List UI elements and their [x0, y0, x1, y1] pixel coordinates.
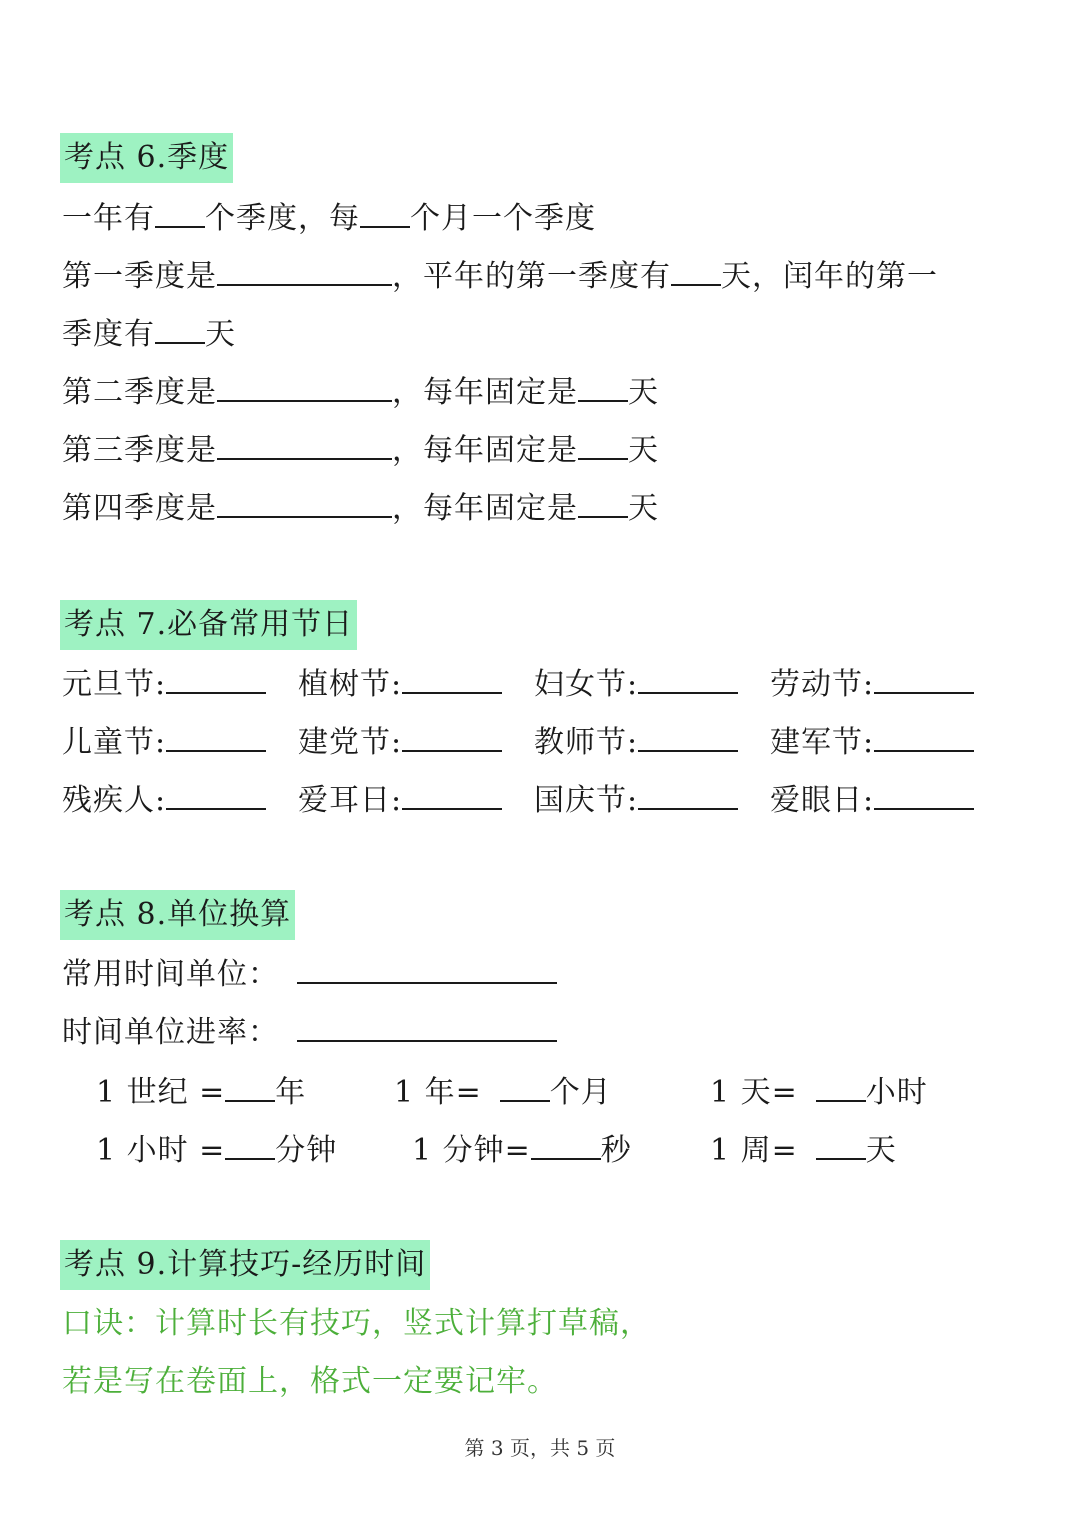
holiday-cell: [298, 662, 502, 705]
text: 个季度，每: [205, 201, 360, 236]
text: 第四季度是: [62, 491, 217, 526]
blank: [816, 1128, 866, 1160]
conv-unit: 个月: [549, 1075, 612, 1110]
blank: [402, 778, 502, 810]
blank: [402, 662, 502, 694]
holiday-cell: [62, 662, 266, 705]
holiday-cell: [770, 662, 974, 705]
holiday-label: 儿童节:: [62, 725, 167, 760]
progression-label: 时间单位进率：: [62, 1015, 279, 1050]
blank: [155, 312, 205, 344]
text: 季度有: [62, 317, 155, 352]
rhyme-text: 若是写在卷面上，格式一定要记牢。: [62, 1364, 558, 1399]
text: 一年有: [62, 201, 155, 236]
conv-unit: 天: [865, 1133, 897, 1168]
blank: [531, 1128, 601, 1160]
conv-unit: 分钟: [275, 1133, 338, 1168]
text: 第二季度是: [62, 375, 217, 410]
holiday-label: 建党节:: [298, 725, 403, 760]
conversion-item: [412, 1128, 632, 1171]
text: 天: [628, 433, 659, 468]
common-units-label: 常用时间单位：: [62, 957, 279, 992]
blank: [297, 1010, 557, 1042]
holiday-label: 植树节:: [298, 667, 403, 702]
text: 第一季度是: [62, 259, 217, 294]
quarter-line-2: [62, 254, 938, 294]
text: ，平年的第一季度有: [392, 259, 671, 294]
holiday-cell: [62, 778, 266, 821]
blank: [638, 778, 738, 810]
conv-unit: 秒: [600, 1133, 632, 1168]
blank: [874, 662, 974, 694]
holiday-cell: [534, 720, 738, 763]
text: ，每年固定是: [392, 375, 578, 410]
blank: [225, 1070, 275, 1102]
holiday-label: 爱耳日:: [298, 783, 403, 818]
section-7-heading-text: 考点 7.必备常用节日: [64, 607, 354, 642]
quarter-line-6: [62, 486, 659, 526]
conversion-item: [710, 1128, 897, 1171]
holiday-cell: [534, 778, 738, 821]
progression-line: [62, 1010, 557, 1050]
blank: [166, 778, 266, 810]
blank: [155, 196, 205, 228]
blank: [671, 254, 721, 286]
holiday-cell: [534, 662, 738, 705]
blank: [360, 196, 410, 228]
conv-left: 1 世纪 =: [96, 1075, 226, 1110]
section-7-heading: [60, 600, 357, 650]
conversion-item: [96, 1070, 306, 1113]
blank: [402, 720, 502, 752]
section-9-heading-text: 考点 9.计算技巧-经历时间: [64, 1247, 427, 1282]
conversion-item: [394, 1070, 612, 1113]
text: 个月一个季度: [410, 201, 596, 236]
conv-left: 1 小时 =: [96, 1133, 226, 1168]
page-footer: [0, 1432, 1080, 1461]
rhyme-text: 口诀：计算时长有技巧，竖式计算打草稿，: [62, 1306, 651, 1341]
text: 天: [628, 375, 659, 410]
section-6-heading: [60, 133, 233, 183]
conv-unit: 小时: [865, 1075, 928, 1110]
blank: [874, 720, 974, 752]
text: 第三季度是: [62, 433, 217, 468]
holiday-label: 爱眼日:: [770, 783, 875, 818]
text: 天: [628, 491, 659, 526]
section-9-heading: [60, 1240, 430, 1290]
holiday-label: 妇女节:: [534, 667, 639, 702]
quarter-line-4: [62, 370, 659, 410]
conversion-item: [710, 1070, 928, 1113]
blank: [578, 370, 628, 402]
blank: [217, 254, 392, 286]
common-units-line: [62, 952, 557, 992]
holiday-cell: [62, 720, 266, 763]
blank: [638, 720, 738, 752]
conv-unit: 年: [275, 1075, 307, 1110]
blank: [297, 952, 557, 984]
blank: [578, 428, 628, 460]
section-6-heading-text: 考点 6.季度: [64, 140, 230, 175]
holiday-label: 劳动节:: [770, 667, 875, 702]
text: ，每年固定是: [392, 491, 578, 526]
rhyme-line-2: [62, 1362, 558, 1402]
blank: [166, 662, 266, 694]
section-8-heading-text: 考点 8.单位换算: [64, 897, 292, 932]
quarter-line-3: [62, 312, 236, 352]
conv-left: 1 分钟=: [412, 1133, 531, 1168]
section-8-heading: [60, 890, 295, 940]
blank: [166, 720, 266, 752]
quarter-line-5: [62, 428, 659, 468]
conv-left: 1 年=: [394, 1075, 482, 1110]
quarter-line-1: [62, 196, 596, 236]
holiday-label: 元旦节:: [62, 667, 167, 702]
rhyme-line-1: [62, 1304, 651, 1344]
holiday-cell: [770, 720, 974, 763]
holiday-label: 建军节:: [770, 725, 875, 760]
holiday-label: 国庆节:: [534, 783, 639, 818]
text: 天: [205, 317, 236, 352]
conversion-item: [96, 1128, 337, 1171]
blank: [225, 1128, 275, 1160]
holiday-cell: [770, 778, 974, 821]
holiday-label: 教师节:: [534, 725, 639, 760]
blank: [578, 486, 628, 518]
blank: [874, 778, 974, 810]
holiday-label: 残疾人:: [62, 783, 167, 818]
blank: [500, 1070, 550, 1102]
page-number-text: 第 3 页，共 5 页: [464, 1436, 616, 1460]
blank: [217, 428, 392, 460]
conv-left: 1 天=: [710, 1075, 798, 1110]
blank: [638, 662, 738, 694]
text: 天，闰年的第一: [721, 259, 938, 294]
conv-left: 1 周=: [710, 1133, 798, 1168]
holiday-cell: [298, 720, 502, 763]
blank: [217, 370, 392, 402]
blank: [816, 1070, 866, 1102]
blank: [217, 486, 392, 518]
text: ，每年固定是: [392, 433, 578, 468]
holiday-cell: [298, 778, 502, 821]
